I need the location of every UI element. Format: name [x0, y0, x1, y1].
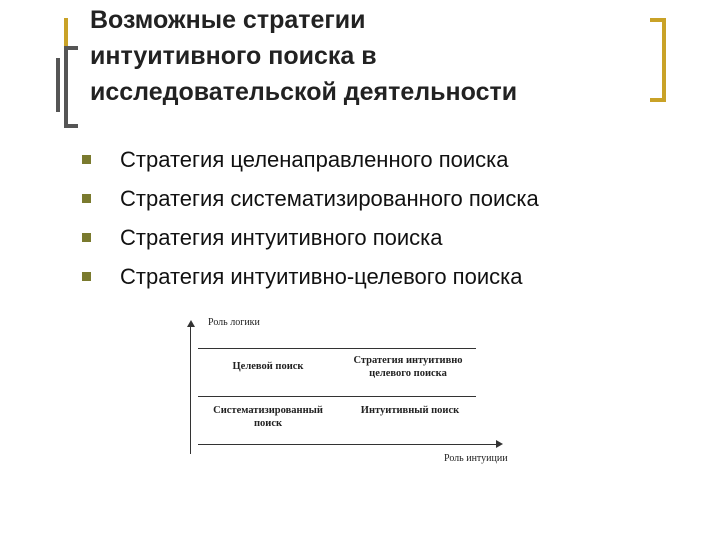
bullet-list — [82, 140, 539, 296]
x-axis — [198, 444, 498, 445]
bullet-square-icon — [82, 155, 91, 164]
bullet-item — [82, 257, 539, 296]
y-axis-label: Роль логики — [208, 317, 260, 328]
cell-top-left: Целевой поиск — [232, 361, 304, 372]
bullet-text: Стратегия систематизированного поиска — [120, 186, 539, 211]
bullet-text: Стратегия целенаправленного поиска — [120, 147, 509, 172]
cell-top-right — [338, 354, 478, 380]
bracket-left — [64, 46, 78, 128]
bullet-square-icon — [82, 233, 91, 242]
bracket-right — [650, 18, 666, 102]
bullet-item — [82, 140, 539, 179]
y-axis-arrow-icon — [187, 320, 195, 327]
bullet-item — [82, 179, 539, 218]
bullet-item — [82, 218, 539, 257]
slide-title — [90, 2, 650, 110]
divider-middle — [198, 396, 476, 397]
title-line-1: Возможные стратегии — [90, 6, 366, 34]
bullet-text: Стратегия интуитивного поиска — [120, 225, 443, 250]
cell-top-right-line-2: целевого поиска — [369, 368, 447, 379]
x-axis-arrow-icon — [496, 440, 503, 448]
cell-bottom-left-line-2: поиск — [253, 418, 283, 429]
bracket-left-bar — [56, 58, 60, 112]
cell-top-right-line-1: Стратегия интуитивно — [353, 355, 463, 366]
title-line-2: интуитивного поиска в — [90, 42, 377, 70]
bullet-square-icon — [82, 194, 91, 203]
y-axis — [190, 326, 191, 454]
cell-bottom-left — [202, 404, 334, 430]
bullet-text: Стратегия интуитивно-целевого поиска — [120, 264, 523, 289]
bullet-square-icon — [82, 272, 91, 281]
strategy-diagram — [180, 312, 520, 472]
title-line-3: исследовательской деятельности — [90, 78, 518, 106]
x-axis-label: Роль интуиции — [444, 453, 508, 464]
cell-bottom-left-line-1: Систематизированный — [213, 405, 323, 416]
cell-bottom-right: Интуитивный поиск — [360, 405, 460, 416]
divider-top — [198, 348, 476, 349]
